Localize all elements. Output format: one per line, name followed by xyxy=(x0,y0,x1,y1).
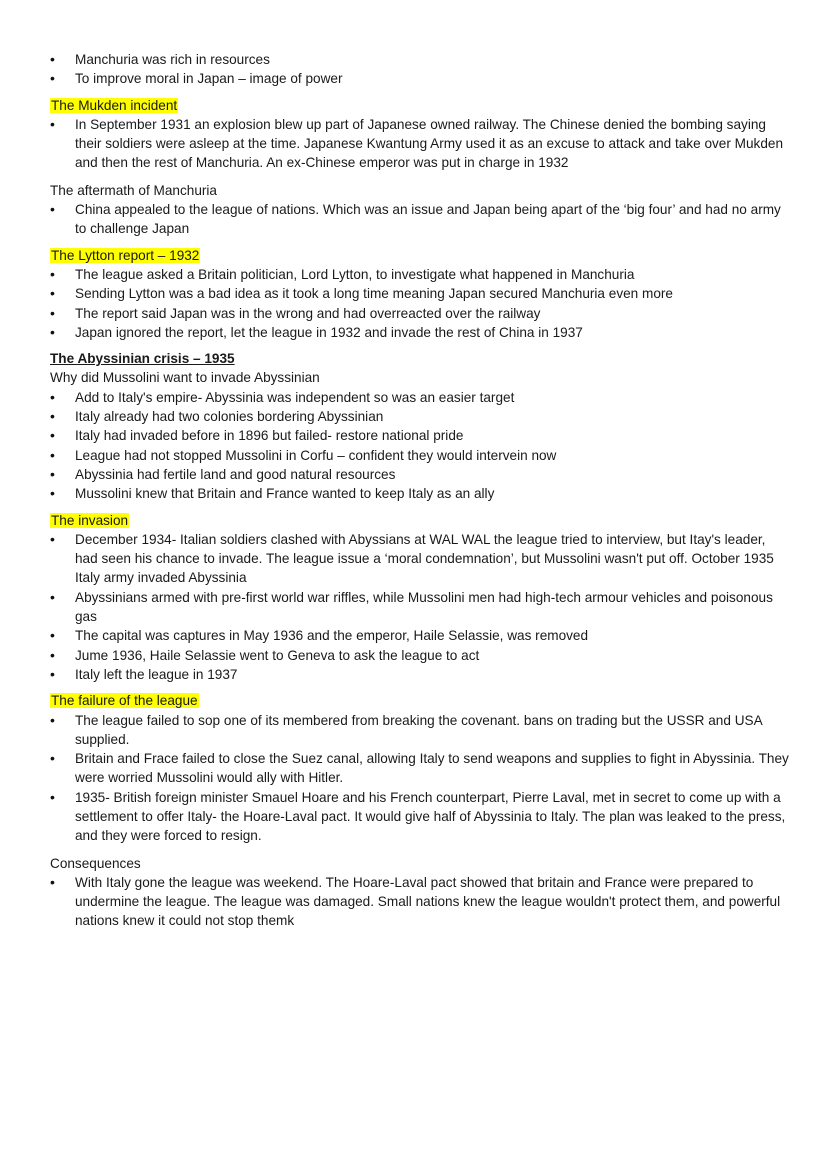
list-item: • Italy already had two colonies bordering Abyssinian xyxy=(50,407,790,426)
failure-list xyxy=(50,711,790,846)
list-item: • The league asked a Britain politician, Lord Lytton, to investigate what happened in Manchuria xyxy=(50,265,790,284)
list-item: • China appealed to the league of nations. Which was an issue and Japan being apart of the ‘big four’ and had no army to challenge Japan xyxy=(50,200,790,239)
list-item: • Sending Lytton was a bad idea as it took a long time meaning Japan secured Manchuria even more xyxy=(50,284,790,303)
list-item: • Add to Italy's empire- Abyssinia was independent so was an easier target xyxy=(50,388,790,407)
list-item: • The report said Japan was in the wrong and had overreacted over the railway xyxy=(50,304,790,323)
list-item: • Japan ignored the report, let the league in 1932 and invade the rest of China in 1937 xyxy=(50,323,790,342)
list-item: • The league failed to sop one of its membered from breaking the covenant. bans on trading but the USSR and USA supplied. xyxy=(50,711,790,750)
abyssinian-subheading: Why did Mussolini want to invade Abyssinian xyxy=(50,370,320,386)
highlighted-heading-text: The Mukden incident xyxy=(51,97,178,113)
list-item: • In September 1931 an explosion blew up part of Japanese owned railway. The Chinese denied the bombing saying their soldiers were asleep at the time. Japanese Kwantung Army used it as an excuse to attack and take over Mukden and then the rest of Manchuria. An ex-Chinese emperor was put in charge in 1932 xyxy=(50,115,790,173)
list-item: • Manchuria was rich in resources xyxy=(50,50,790,69)
aftermath-heading: The aftermath of Manchuria xyxy=(50,182,217,198)
mukden-list xyxy=(50,115,790,173)
list-item: • To improve moral in Japan – image of power xyxy=(50,69,790,88)
list-item: • Jume 1936, Haile Selassie went to Geneva to ask the league to act xyxy=(50,646,790,665)
mukden-heading xyxy=(50,96,790,115)
invasion-heading xyxy=(50,511,790,530)
failure-heading xyxy=(50,691,790,710)
abyssinian-list xyxy=(50,388,790,504)
list-item: • Italy left the league in 1937 xyxy=(50,665,790,684)
list-item: • Britain and Frace failed to close the Suez canal, allowing Italy to send weapons and supplies to fight in Abyssinia. They were worried Mussolini would ally with Hitler. xyxy=(50,749,790,788)
highlighted-heading-text: The Lytton report – 1932 xyxy=(51,247,200,263)
abyssinian-heading: The Abyssinian crisis – 1935 xyxy=(50,351,235,367)
list-item: • Abyssinians armed with pre-first world war riffles, while Mussolini men had high-tech armour vehicles and poisonous gas xyxy=(50,588,790,627)
intro-list xyxy=(50,50,790,89)
list-item: • Abyssinia had fertile land and good natural resources xyxy=(50,465,790,484)
list-item: • The capital was captures in May 1936 and the emperor, Haile Selassie, was removed xyxy=(50,626,790,645)
document-page xyxy=(50,50,790,931)
highlighted-heading-text: The failure of the league xyxy=(51,693,198,709)
list-item: • 1935- British foreign minister Smauel Hoare and his French counterpart, Pierre Laval, met in secret to come up with a settlement to offer Italy- the Hoare-Laval pact. It would give half of Abyssinia to Italy. The plan was leaked to the press, and they were forced to resign. xyxy=(50,788,790,846)
invasion-list xyxy=(50,530,790,684)
list-item: • Mussolini knew that Britain and France wanted to keep Italy as an ally xyxy=(50,484,790,503)
list-item: • December 1934- Italian soldiers clashed with Abyssians at WAL WAL the league tried to interview, but Itay's leader, had seen his chance to invade. The league issue a ‘moral condemnation’, but Mussolini wasn't put off. October 1935 Italy army invaded Abyssinia xyxy=(50,530,790,588)
lytton-heading xyxy=(50,246,790,265)
aftermath-list xyxy=(50,200,790,239)
lytton-list xyxy=(50,265,790,342)
consequences-heading: Consequences xyxy=(50,855,141,871)
list-item: • League had not stopped Mussolini in Corfu – confident they would intervein now xyxy=(50,446,790,465)
highlighted-heading-text: The invasion xyxy=(51,512,129,528)
list-item: • Italy had invaded before in 1896 but failed- restore national pride xyxy=(50,426,790,445)
list-item: • With Italy gone the league was weekend. The Hoare-Laval pact showed that britain and France were prepared to undermine the league. The league was damaged. Small nations knew the league wouldn't protect them, and powerful nations knew it could not stop themk xyxy=(50,873,790,931)
consequences-list xyxy=(50,873,790,931)
